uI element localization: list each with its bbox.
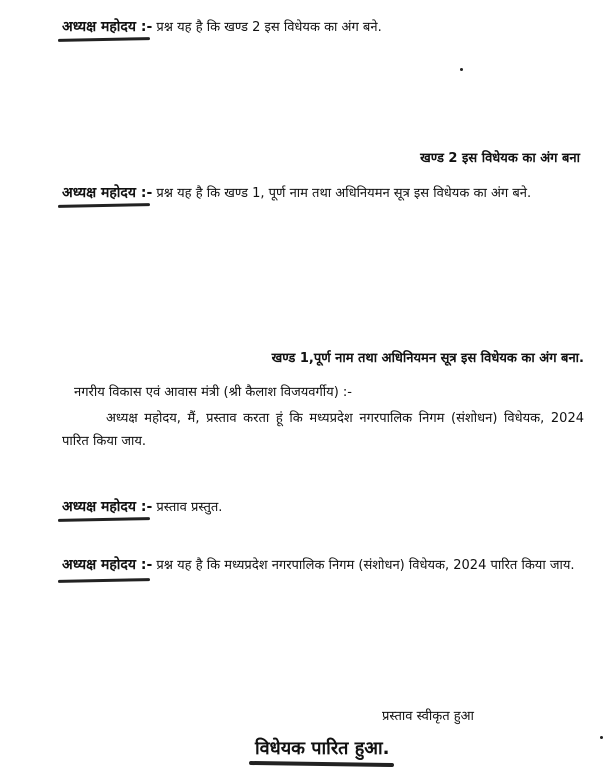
speech-text: अध्यक्ष महोदय, मैं, प्रस्ताव करता हूं कि मध्यप्रदेश नगरपालिक निगम (संशोधन) विधेयक, 2024 पारित किया जाय. bbox=[62, 411, 584, 449]
minister-label bbox=[74, 384, 352, 402]
speech-text: प्रश्न यह है कि खण्ड 2 इस विधेयक का अंग बने. bbox=[156, 20, 382, 35]
speech-text: प्रस्ताव प्रस्तुत. bbox=[156, 500, 223, 515]
result-line-1 bbox=[300, 150, 580, 168]
speaker-label: अध्यक्ष महोदय :- bbox=[62, 553, 152, 577]
speech-text: प्रश्न यह है कि मध्यप्रदेश नगरपालिक निगम (संशोधन) विधेयक, 2024 पारित किया जाय. bbox=[156, 558, 575, 573]
accepted-text: प्रस्ताव स्वीकृत हुआ bbox=[382, 709, 474, 724]
final-line bbox=[255, 740, 390, 760]
minister-name: नगरीय विकास एवं आवास मंत्री (श्री कैलाश विजयवर्गीय) :- bbox=[74, 385, 352, 400]
minister-speech bbox=[62, 407, 584, 453]
speech-text: प्रश्न यह है कि खण्ड 1, पूर्ण नाम तथा अधिनियमन सूत्र इस विधेयक का अंग बने. bbox=[156, 186, 532, 201]
result-line-2 bbox=[180, 350, 584, 368]
speech-block-1 bbox=[62, 18, 382, 37]
speck-mark bbox=[600, 736, 603, 739]
speaker-label: अध्यक्ष महोदय :- bbox=[62, 185, 153, 201]
result-text: खण्ड 1,पूर्ण नाम तथा अधिनियमन सूत्र इस विधेयक का अंग बना. bbox=[271, 351, 584, 366]
speech-block-4 bbox=[62, 553, 584, 578]
speech-block-3 bbox=[62, 498, 222, 517]
speaker-label: अध्यक्ष महोदय :- bbox=[62, 19, 153, 35]
result-text: खण्ड 2 इस विधेयक का अंग बना bbox=[420, 151, 580, 166]
speech-block-2 bbox=[62, 184, 582, 203]
speck-mark bbox=[460, 68, 463, 71]
final-text: विधेयक पारित हुआ. bbox=[255, 738, 390, 759]
accepted-line bbox=[382, 708, 474, 726]
speaker-label: अध्यक्ष महोदय :- bbox=[62, 499, 153, 515]
